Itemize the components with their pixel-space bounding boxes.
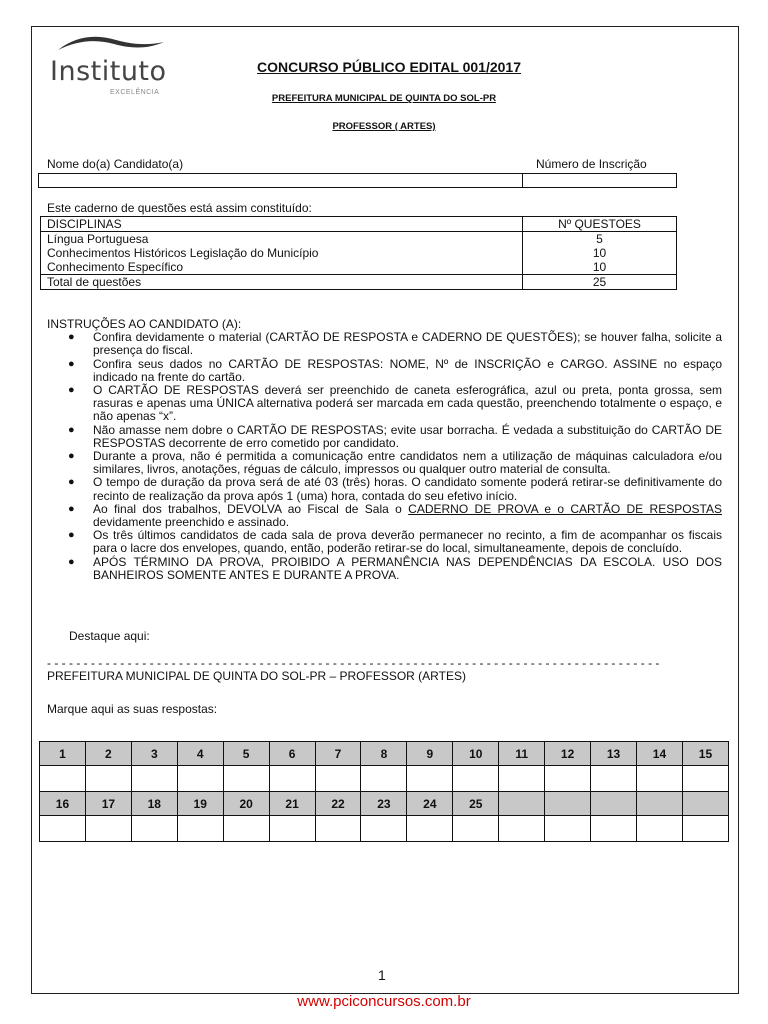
list-item: ● Os três últimos candidatos de cada sala de prova deverão permanecer no recinto, a fim de acompanhar os fiscais para o lacre dos envelopes, quando, então, poderão retirar-se do local, simultaneamente, depois de concluído. — [68, 528, 722, 556]
discipline-cell: Conhecimento Específico — [41, 260, 523, 275]
list-item: ● Durante a prova, não é permitida a comunicação entre candidatos nem a utilização de máquinas calculadora e/ou similares, livros, anotações, réguas de cálculo, impressos ou qualquer outro material de consulta. — [68, 449, 722, 477]
answer-cell — [499, 816, 545, 842]
bullet-icon: ● — [68, 476, 75, 489]
question-number: 3 — [131, 742, 177, 766]
question-number: 25 — [453, 792, 499, 816]
answer-cell — [591, 816, 637, 842]
answer-cell[interactable] — [177, 816, 223, 842]
instructions-title: INSTRUÇÕES AO CANDIDATO (A): — [47, 317, 242, 331]
logo-subtitle: EXCELÊNCIA — [110, 89, 160, 96]
question-number: 12 — [545, 742, 591, 766]
question-number: 17 — [85, 792, 131, 816]
answer-cell[interactable] — [269, 816, 315, 842]
answer-cell[interactable] — [223, 766, 269, 792]
bullet-icon: ● — [68, 384, 75, 397]
answer-number-row — [40, 742, 729, 766]
total-count: 25 — [523, 275, 677, 290]
question-number: 23 — [361, 792, 407, 816]
answer-blank-row — [40, 766, 729, 792]
instructions-section — [47, 318, 722, 582]
list-item: ● Confira seus dados no CARTÃO DE RESPOSTAS: NOME, Nº de INSCRIÇÃO e CARGO. ASSINE no espaço indicado na frente do cartão. — [68, 356, 722, 384]
question-number: 2 — [85, 742, 131, 766]
discipline-header: DISCIPLINAS — [41, 217, 523, 232]
question-number: 7 — [315, 742, 361, 766]
question-number: 15 — [682, 742, 728, 766]
list-item: ● APÓS TÉRMINO DA PROVA, PROIBIDO A PERMANÊNCIA NAS DEPENDÊNCIAS DA ESCOLA. USO DOS BANHEIROS SOMENTE ANTES E DURANTE A PROVA. — [68, 554, 722, 582]
bullet-icon: ● — [68, 555, 75, 568]
question-number: 9 — [407, 742, 453, 766]
answer-cell[interactable] — [315, 816, 361, 842]
answer-cell[interactable] — [315, 766, 361, 792]
tear-line: - - - - - - - - - - - - - - - - - - - - - - - - - - - - - - - - - - - - - - - - - - - - - - - - - - - - - - - - - - - - - - - - - - - - - - - - - - - - - - - - - - - - — [47, 657, 660, 670]
empty-cell — [545, 792, 591, 816]
answer-cell[interactable] — [545, 766, 591, 792]
page-number: 1 — [378, 967, 386, 983]
count-cell: 10 — [523, 246, 677, 260]
bullet-icon: ● — [68, 450, 75, 463]
bullet-icon: ● — [68, 331, 75, 344]
list-item: ● Confira devidamente o material (CARTÃO DE RESPOSTA e CADERNO DE QUESTÕES); se houver falha, solicite a presença do fiscal. — [68, 330, 722, 358]
table-total-row — [41, 275, 677, 290]
question-number: 19 — [177, 792, 223, 816]
list-item: ● Não amasse nem dobre o CARTÃO DE RESPOSTAS; evite usar borracha. É vedada a substituição do CARTÃO DE RESPOSTAS decorrente de erro cometido por candidato. — [68, 422, 722, 450]
answer-cell — [545, 816, 591, 842]
answer-cell[interactable] — [682, 766, 728, 792]
question-number: 22 — [315, 792, 361, 816]
empty-cell — [499, 792, 545, 816]
answer-cell[interactable] — [499, 766, 545, 792]
question-number: 13 — [591, 742, 637, 766]
exam-organization: PREFEITURA MUNICIPAL DE QUINTA DO SOL-PR — [271, 93, 497, 104]
inscription-number-label: Número de Inscrição — [536, 157, 647, 171]
count-header: Nº QUESTOES — [523, 217, 677, 232]
instructions-list — [47, 331, 722, 582]
answer-cell[interactable] — [407, 816, 453, 842]
question-number: 6 — [269, 742, 315, 766]
candidate-name-field[interactable] — [38, 173, 523, 188]
answer-cell[interactable] — [407, 766, 453, 792]
table-row — [41, 232, 677, 247]
question-number: 24 — [407, 792, 453, 816]
question-number: 20 — [223, 792, 269, 816]
table-header-row — [41, 217, 677, 232]
answer-cell[interactable] — [131, 816, 177, 842]
total-label: Total de questões — [41, 275, 523, 290]
answer-cell[interactable] — [453, 766, 499, 792]
question-number: 21 — [269, 792, 315, 816]
answer-cell[interactable] — [40, 816, 86, 842]
answer-cell[interactable] — [591, 766, 637, 792]
empty-cell — [636, 792, 682, 816]
answer-org-line: PREFEITURA MUNICIPAL DE QUINTA DO SOL-PR – PROFESSOR (ARTES) — [47, 669, 466, 683]
discipline-cell: Língua Portuguesa — [41, 232, 523, 247]
answer-cell[interactable] — [85, 816, 131, 842]
question-number: 10 — [453, 742, 499, 766]
disciplines-table — [40, 216, 677, 290]
table-row — [41, 260, 677, 275]
exam-role: PROFESSOR ( ARTES) — [332, 121, 436, 132]
question-number: 11 — [499, 742, 545, 766]
bullet-icon: ● — [68, 423, 75, 436]
bullet-icon: ● — [68, 357, 75, 370]
count-cell: 10 — [523, 260, 677, 275]
question-number: 8 — [361, 742, 407, 766]
logo-wordmark: Instituto — [50, 56, 167, 87]
answer-cell[interactable] — [269, 766, 315, 792]
empty-cell — [591, 792, 637, 816]
question-number: 5 — [223, 742, 269, 766]
question-number: 18 — [131, 792, 177, 816]
composition-intro: Este caderno de questões está assim constituído: — [47, 201, 312, 215]
answer-cell[interactable] — [223, 816, 269, 842]
list-item: ● Ao final dos trabalhos, DEVOLVA ao Fiscal de Sala o CADERNO DE PROVA e o CARTÃO DE RESPOSTAS devidamente preenchido e assinado. — [68, 501, 722, 530]
question-number: 14 — [636, 742, 682, 766]
answer-cell[interactable] — [177, 766, 223, 792]
answer-blank-row — [40, 816, 729, 842]
bullet-icon: ● — [68, 502, 75, 515]
inscription-number-field[interactable] — [522, 173, 677, 188]
candidate-name-label: Nome do(a) Candidato(a) — [47, 157, 184, 171]
logo-swoosh-icon — [56, 32, 166, 56]
answer-cell[interactable] — [636, 766, 682, 792]
empty-cell — [682, 792, 728, 816]
question-number: 16 — [40, 792, 86, 816]
footer-url[interactable]: www.pciconcursos.com.br — [297, 993, 471, 1010]
discipline-cell: Conhecimentos Históricos Legislação do Município — [41, 246, 523, 260]
list-item: ● O tempo de duração da prova será de até 03 (três) horas. O candidato somente poderá retirar-se definitivamente do recinto de realização da prova após 1 (uma) hora, contada do seu efetivo início. — [68, 475, 722, 503]
answer-cell[interactable] — [453, 816, 499, 842]
table-row — [41, 246, 677, 260]
exam-title: CONCURSO PÚBLICO EDITAL 001/2017 — [257, 59, 521, 75]
answer-cell[interactable] — [131, 766, 177, 792]
answer-cell — [682, 816, 728, 842]
count-cell: 5 — [523, 232, 677, 247]
answer-cell — [636, 816, 682, 842]
bullet-icon: ● — [68, 529, 75, 542]
list-item: ● O CARTÃO DE RESPOSTAS deverá ser preenchido de caneta esferográfica, azul ou preta, ponta grossa, sem rasuras e apenas uma ÚNICA alternativa poderá ser marcada em cada questão, preenchendo totalmente o espaço, e não apenas “x”. — [68, 383, 722, 424]
answer-cell[interactable] — [85, 766, 131, 792]
question-number: 4 — [177, 742, 223, 766]
question-number: 1 — [40, 742, 86, 766]
answer-cell[interactable] — [40, 766, 86, 792]
answer-cell[interactable] — [361, 816, 407, 842]
detach-label: Destaque aqui: — [69, 629, 150, 643]
answer-cell[interactable] — [361, 766, 407, 792]
answer-instructions: Marque aqui as suas respostas: — [47, 702, 218, 716]
answer-number-row — [40, 792, 729, 816]
answer-grid — [39, 741, 729, 842]
